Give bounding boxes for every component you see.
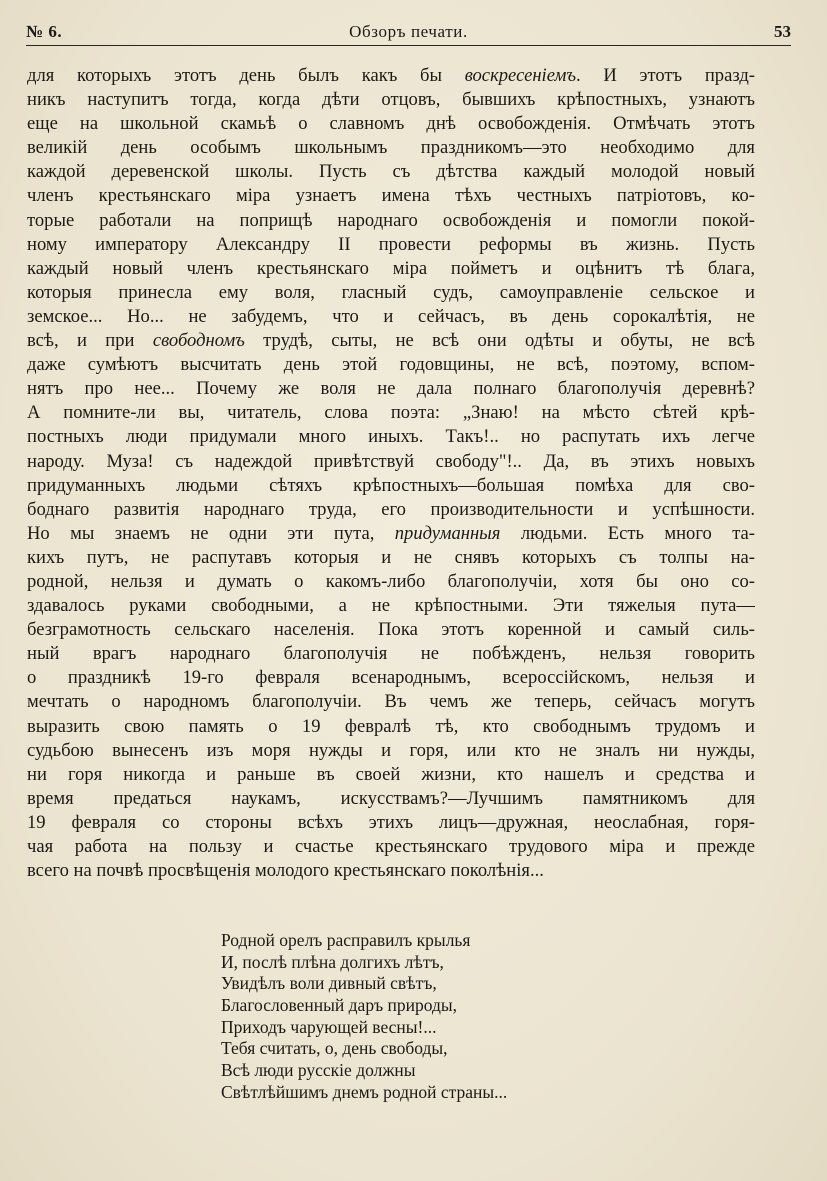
text-segment: придуманныхъ людьми сѣтяхъ крѣпостныхъ—большая помѣха для сво-	[27, 474, 755, 496]
text-line	[27, 498, 755, 522]
text-segment: кихъ путъ, не распутавъ которыя и не снявъ которыхъ съ толпы на-	[27, 546, 755, 568]
text-segment: родной, нельзя и думать о какомъ-либо благополучіи, хотя бы оно со-	[27, 570, 755, 592]
text-line	[27, 305, 755, 329]
text-line	[27, 377, 755, 401]
text-segment: всѣ, и при	[27, 330, 153, 352]
text-line	[27, 329, 755, 353]
text-segment: Но мы знаемъ не одни эти пута,	[27, 522, 395, 544]
text-line	[27, 64, 755, 88]
text-segment: безграмотность сельскаго населенія. Пока этотъ коренной и самый силь-	[27, 619, 755, 641]
text-segment: даже сумѣютъ высчитать день этой годовщины, не всѣ, поэтому, вспом-	[27, 354, 755, 376]
page-number: 53	[774, 22, 791, 41]
section-title: Обзоръ печати.	[349, 22, 468, 41]
text-segment: великій день особымъ школьнымъ праздникомъ—это необходимо для	[27, 137, 755, 159]
text-segment: ный врагъ народнаго благополучія не побѣжденъ, нельзя говорить	[27, 643, 755, 665]
text-line	[27, 690, 755, 714]
poem-line: Благословенный даръ природы,	[221, 995, 458, 1016]
text-line	[27, 763, 755, 787]
text-segment: постныхъ люди придумали много иныхъ. Такъ!.. но распутать ихъ легче	[27, 426, 755, 448]
text-line	[27, 666, 755, 690]
poem	[221, 930, 601, 1104]
text-line	[27, 353, 755, 377]
text-segment: еще на школьной скамьѣ о славномъ днѣ освобожденія. Отмѣчать этотъ	[27, 113, 755, 135]
text-line	[27, 474, 755, 498]
text-line	[27, 136, 755, 160]
text-segment: мечтать о народномъ благополучіи. Въ чемъ же теперь, сейчасъ могутъ	[27, 691, 755, 713]
text-segment: здавалось руками свободными, а не крѣпостными. Эти тяжелыя пута—	[27, 595, 755, 617]
text-line	[27, 88, 755, 112]
text-segment: ному императору Александру II провести реформы въ жизнь. Пусть	[27, 233, 755, 255]
text-line	[27, 425, 755, 449]
text-line	[27, 112, 755, 136]
text-line	[27, 184, 755, 208]
poem-line: Увидѣлъ воли дивный свѣтъ,	[221, 973, 437, 994]
text-segment: членъ крестьянскаго міра узнаетъ имена тѣхъ честныхъ патріотовъ, ко-	[27, 185, 755, 207]
issue-number: № 6.	[26, 22, 63, 41]
text-segment: А помните-ли вы, читатель, слова поэта: „Знаю! на мѣсто сѣтей крѣ-	[27, 402, 755, 424]
text-line	[27, 618, 755, 642]
italic-phrase: свободномъ	[152, 330, 245, 352]
text-segment: каждой деревенской школы. Пусть съ дѣтства каждый молодой новый	[27, 161, 755, 183]
running-header	[26, 20, 791, 46]
text-line	[27, 811, 755, 835]
text-line	[27, 401, 755, 425]
text-line	[27, 160, 755, 184]
text-line	[27, 739, 755, 763]
text-line	[27, 642, 755, 666]
text-line	[27, 594, 755, 618]
poem-line: Свѣтлѣйшимъ днемъ родной страны...	[221, 1081, 508, 1102]
italic-phrase: воскресеніемъ	[464, 65, 577, 86]
text-segment: людьми. Есть много та-	[500, 522, 755, 544]
text-segment: народу. Муза! съ надеждой привѣтствуй свободу"!.. Да, въ этихъ новыхъ	[27, 450, 755, 472]
text-segment: выразить свою память о 19 февралѣ тѣ, кто свободнымъ трудомъ и	[27, 715, 755, 737]
text-line	[27, 570, 755, 594]
text-segment: время предаться наукамъ, искусствамъ?—Лучшимъ памятникомъ для	[27, 787, 755, 809]
text-segment: земское... Но... не забудемъ, что и сейчасъ, въ день сорокалѣтія, не	[27, 305, 755, 327]
text-line	[27, 257, 755, 281]
text-segment: судьбою вынесенъ изъ моря нужды и горя, или кто не зналъ ни нужды,	[27, 739, 755, 761]
text-line	[27, 233, 755, 257]
header-rule	[26, 45, 791, 46]
text-line	[27, 546, 755, 570]
text-line	[27, 859, 755, 883]
text-segment: боднаго развитія народнаго труда, его производительности и успѣшности.	[27, 498, 755, 520]
poem-line: Тебя считать, о, день свободы,	[221, 1038, 448, 1059]
poem-line: Родной орелъ расправилъ крылья	[221, 930, 471, 950]
text-segment: торые работали на поприщѣ народнаго освобожденія и помогли покой-	[27, 209, 755, 231]
italic-phrase: придуманныя	[394, 522, 501, 544]
text-segment: чая работа на пользу и счастье крестьянскаго трудового міра и прежде	[27, 836, 755, 857]
text-line	[27, 522, 755, 546]
article-body	[27, 64, 755, 883]
text-segment: нятъ про нее... Почему же воля не дала полнаго благополучія деревнѣ?	[27, 378, 755, 400]
text-segment: которыя принесла ему воля, гласный судъ, самоуправленіе сельское и	[27, 281, 755, 303]
text-segment: никъ наступитъ тогда, когда дѣти отцовъ, бывшихъ крѣпостныхъ, узнаютъ	[27, 89, 755, 111]
text-segment: каждый новый членъ крестьянскаго міра пойметъ и оцѣнитъ тѣ блага,	[27, 257, 755, 279]
poem-line: Приходъ чарующей весны!...	[221, 1016, 437, 1037]
text-segment: . И этотъ празд-	[576, 65, 755, 86]
poem-line: И, послѣ плѣна долгихъ лѣтъ,	[221, 951, 444, 972]
text-line	[27, 281, 755, 305]
text-segment: о праздникѣ 19-го февраля всенароднымъ, всероссійскомъ, нельзя и	[27, 667, 755, 689]
poem-line: Всѣ люди русскіе должны	[221, 1060, 416, 1081]
text-line	[27, 835, 755, 859]
text-line	[27, 787, 755, 811]
text-line	[27, 209, 755, 233]
text-line	[27, 715, 755, 739]
text-segment: 19 февраля со стороны всѣхъ этихъ лицъ—дружная, неослабная, горя-	[27, 811, 755, 833]
text-segment: ни горя никогда и раньше въ своей жизни, кто нашелъ и средства и	[27, 763, 755, 785]
text-segment: для которыхъ этотъ день былъ какъ бы	[27, 65, 465, 86]
text-line	[27, 450, 755, 474]
text-segment: всего на почвѣ просвѣщенія молодого крестьянскаго поколѣнія...	[27, 860, 544, 882]
text-segment: трудѣ, сыты, не всѣ они одѣты и обуты, не всѣ	[244, 330, 755, 352]
